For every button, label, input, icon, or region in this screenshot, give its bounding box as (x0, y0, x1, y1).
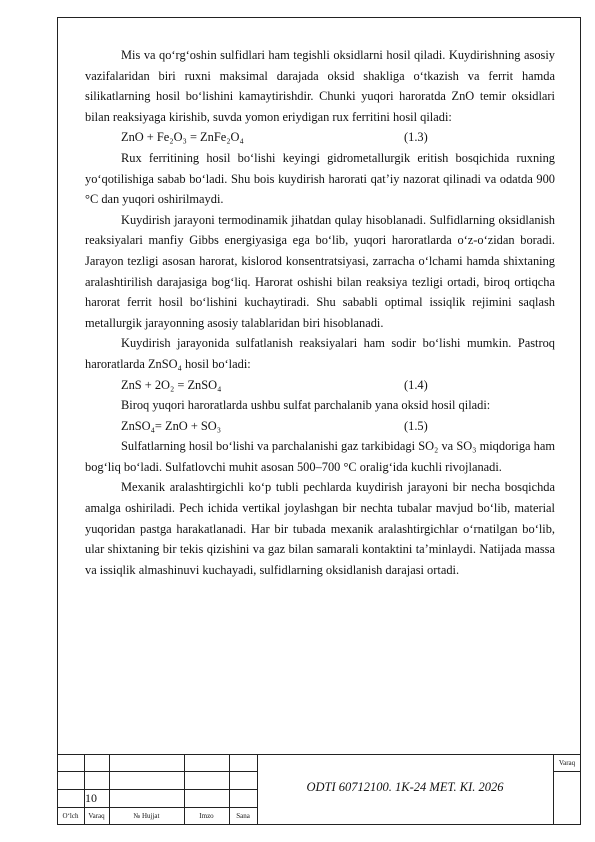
paragraph: Rux ferritining hosil bo‘lishi keyingi gidrometallurgik eritish bosqichida ruxning yo‘qotilishiga sabab bo‘ladi. Shu bois kuydirish harorati qat’iy nazorat qilinadi va odatda 900 °C dan yuqori oshirilmaydi. (85, 150, 555, 207)
title-block (57, 754, 581, 825)
paragraph: Sulfatlarning hosil bo‘lishi va parchalanishi gaz tarkibidagi SO₂ va SO₃ miqdoriga ham bog‘liq bo‘ladi. Sulfatlovchi muhit asosan 500–700 °C oralig‘ida kuchli rivojlanadi. (85, 439, 555, 474)
column-sana: Sana (236, 812, 250, 820)
document-body (85, 45, 555, 580)
equation-1-3 (85, 127, 555, 148)
paragraph: Kuydirish jarayonida sulfatlanish reaksiyalari ham sodir bo‘lishi mumkin. Pastroq haroratlarda ZnSO₄ hosil bo‘ladi: (85, 336, 555, 371)
paragraph: Mexanik aralashtirgichli ko‘p tubli pechlarda kuydirish jarayoni bir necha bosqichda amalga oshiriladi. Pech ichida vertikal joylashgan bir nechta tubalar mavjud bo‘lib, material yuqoridan pastga harakatlanadi. Har bir tubada mexanik aralashtirgichlar o‘rnatilgan bo‘lib, ular shixtaning bir tekis qizishini va gaz bilan samarali kontaktini ta’minlaydi. Natijada massa va issiqlik almashinuvi kuchayadi, sulfidlarning oksidlanish darajasi ortadi. (85, 480, 555, 577)
equation-number: (1.3) (404, 130, 428, 145)
equation-number: (1.5) (404, 418, 428, 433)
equation-text: ZnS + 2O₂ = ZnSO₄ (121, 377, 222, 392)
paragraph: Kuydirish jarayoni termodinamik jihatdan qulay hisoblanadi. Sulfidlarning oksidlanish reaksiyalari manfiy Gibbs energiyasiga ega bo‘lib, yuqori haroratlarda o‘z-o‘zidan boradi. Jarayon tezligi asosan harorat, kislorod konsentratsiyasi, zarracha o‘lchami hamda shixtaning aralashtirilish darajasiga bog‘liq. Harorat oshishi bilan reaksiya tezligi ortadi, biroq ortiqcha harorat ferrit hosil bo‘lishini kuchaytiradi. Shu sababli optimal issiqlik rejimini saqlash metallurgik jarayonning asosiy talablaridan biri hisoblanadi. (85, 212, 555, 330)
equation-1-4 (85, 375, 555, 396)
equation-text: ZnSO₄= ZnO + SO₃ (121, 418, 222, 433)
column-olch: O‘lch (62, 812, 79, 820)
column-varaq: Varaq (88, 812, 105, 820)
sheet-label: Varaq (558, 759, 576, 767)
column-hujjat: № Hujjat (133, 812, 160, 820)
paragraph: Mis va qo‘rg‘oshin sulfidlari ham tegishli oksidlarni hosil qiladi. Kuydirishning asosiy vazifalaridan biri ruxni maksimal darajada oksid shakliga o‘tkazish va ferrit hamda silikatlarning hosil bo‘lishini kamaytirishdir. Chunki yuqori haroratda ZnO temir oksidlari bilan reaksiyaga kirishib, suvda yomon eriydigan rux ferritini hosil qiladi: (85, 48, 555, 124)
equation-number: (1.4) (404, 377, 428, 392)
document-code: ODTI 60712100. 1K-24 MET. KI. 2026 (306, 780, 504, 794)
column-imzo: Imzo (199, 812, 214, 820)
equation-1-5 (85, 416, 555, 437)
equation-text: ZnO + Fe₂O₃ = ZnFe₂O₄ (121, 130, 244, 145)
paragraph: Biroq yuqori haroratlarda ushbu sulfat parchalanib yana oksid hosil qiladi: (121, 398, 491, 413)
page-number: 10 (85, 791, 97, 805)
